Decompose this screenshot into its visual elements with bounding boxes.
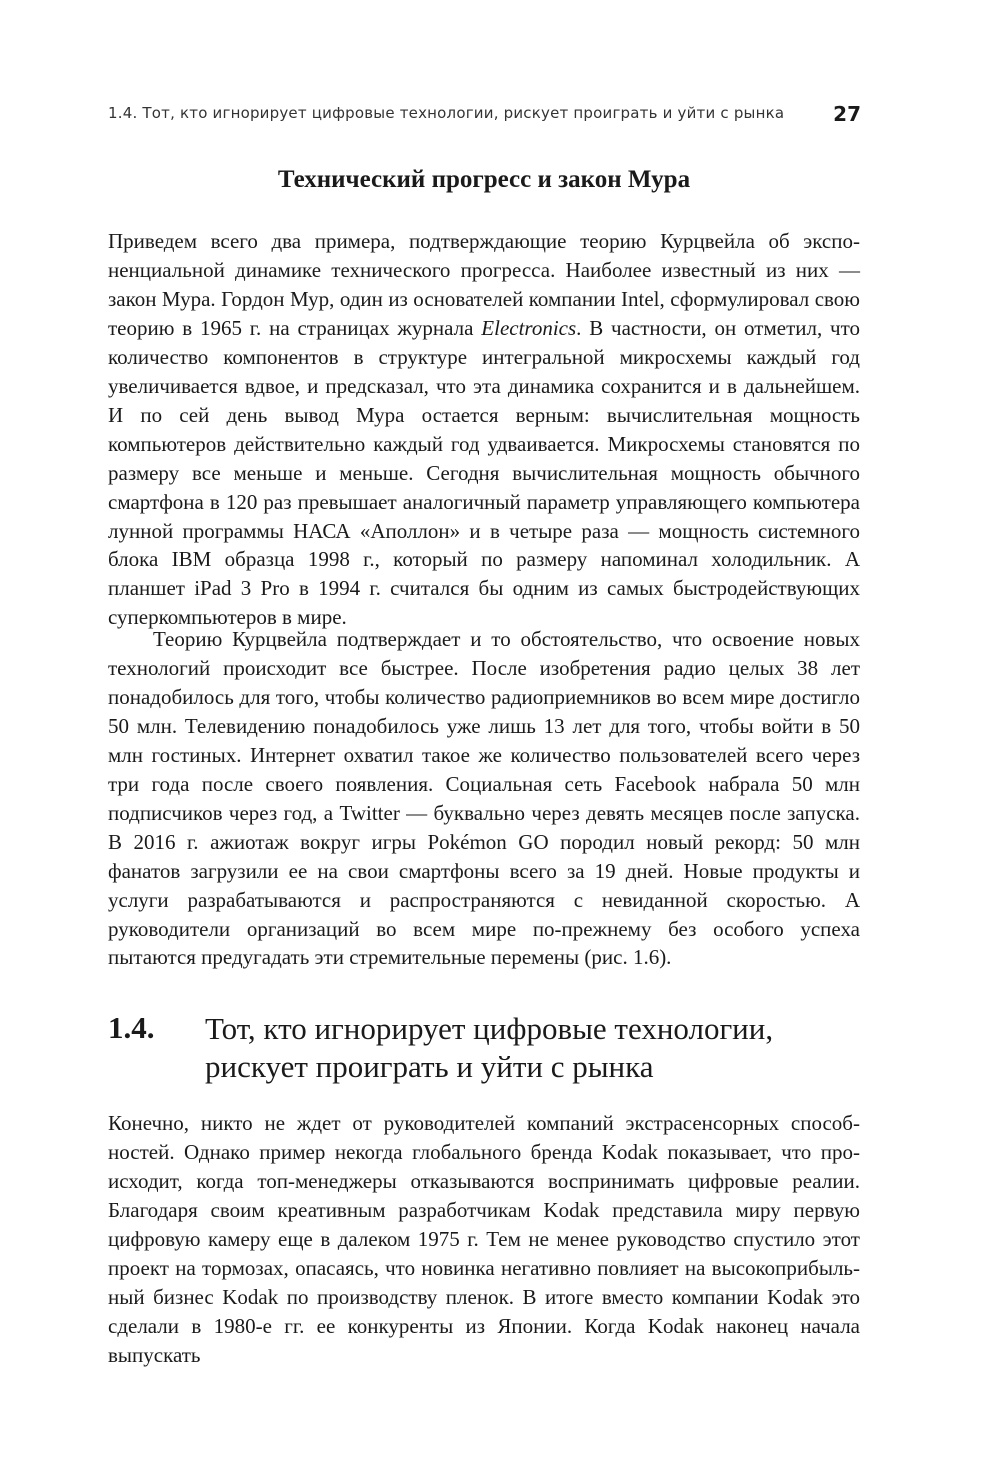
section-title-line: рискует проиграть и уйти с рынка bbox=[205, 1049, 654, 1084]
page-number: 27 bbox=[833, 102, 861, 126]
paragraph-kodak: Конечно, никто не ждет от руководителей компаний экстрасенсорных способностей. Однако пример некогда глобального бренда Kodak показывает, что происходит, когда топ-менеджеры отказываются воспринимать цифровые реалии. Благодаря своим креативным разработчикам Kodak представила миру первую цифровую камеру еще в далеком 1975 г. Тем не менее руководство спустило этот проект на тормозах, опасаясь, что новинка негативно повлияет на высокоприбыльный бизнес Kodak по производству пленок. В итоге вместо компании Kodak это сделали в 1980-е гг. ее конкуренты из Японии. Когда Kodak наконец начала выпускать bbox=[108, 1111, 860, 1367]
section-title-line: Тот, кто игнорирует цифровые технологии, bbox=[205, 1011, 774, 1046]
journal-title: Electronics bbox=[481, 315, 577, 340]
paragraph-adoption-speed: Теорию Курцвейла подтверждает и то обстоятельство, что освоение новых технологий происходит все быстрее. После изобретения радио целых 38 лет понадобилось для того, чтобы количество радиоприемников во всем мире достигло 50 млн. Телевидению понадобилось уже лишь 13 лет для того, чтобы войти в 50 млн гостиных. Интернет охватил такое же количество пользователей всего через три года после своего появления. Социальная сеть Facebook набрала 50 млн подписчиков через год, а Twitter — буквально через девять месяцев после запуска. В 2016 г. ажиотаж вокруг игры Pokémon GO породил новый рекорд: 50 млн фанатов загрузили ее на свои смартфоны всего за 19 дней. Новые продукты и услуги разрабатываются и распространяются с невиданной скоростью. А руководители организаций во всем мире по-прежнему без особого успеха пытаются предугадать эти стремительные перемены (рис. 1.6). bbox=[108, 627, 860, 970]
subsection-title: Технический прогресс и закон Мура bbox=[277, 166, 691, 193]
running-header: 1.4. Тот, кто игнорирует цифровые технологии, рискует проиграть и уйти с рынка bbox=[108, 104, 785, 122]
paragraph-text: . В частности, он отметил, что количество компонентов в структуре интегральной микросхемы каждый год увеличивается вдвое, и предсказал, что эта динамика сохранится и в дальнейшем. И по сей день вывод Мура остается верным: вычислительная мощность компьютеров действительно каждый год удваивается. Микросхемы становятся по размеру все меньше и меньше. Сегодня вычислительная мощность обычного смартфона в 120 раз превышает аналогичный параметр управляющего компьютера лунной программы НАСА «Аполлон» и в четыре раза — мощность системного блока IBM образца 1998 г., который по размеру напоминал холодильник. А планшет iPad 3 Pro в 1994 г. считался бы одним из самых быстродействующих суперкомпьютеров в мире. bbox=[108, 315, 860, 630]
paragraph-text: Приведем всего два примера, подтверждающие теорию Курцвейла об экспоненциальной динамике технического прогресса. Наиболее известный из них — закон Мура. Гордон Мур, один из основателей компании Intel, сформулировал свою теорию в 1965 г. на страницах журнала bbox=[108, 229, 860, 340]
section-number: 1.4. bbox=[108, 1010, 155, 1045]
section-title bbox=[205, 1010, 860, 1086]
paragraph-moores-law bbox=[108, 227, 860, 632]
